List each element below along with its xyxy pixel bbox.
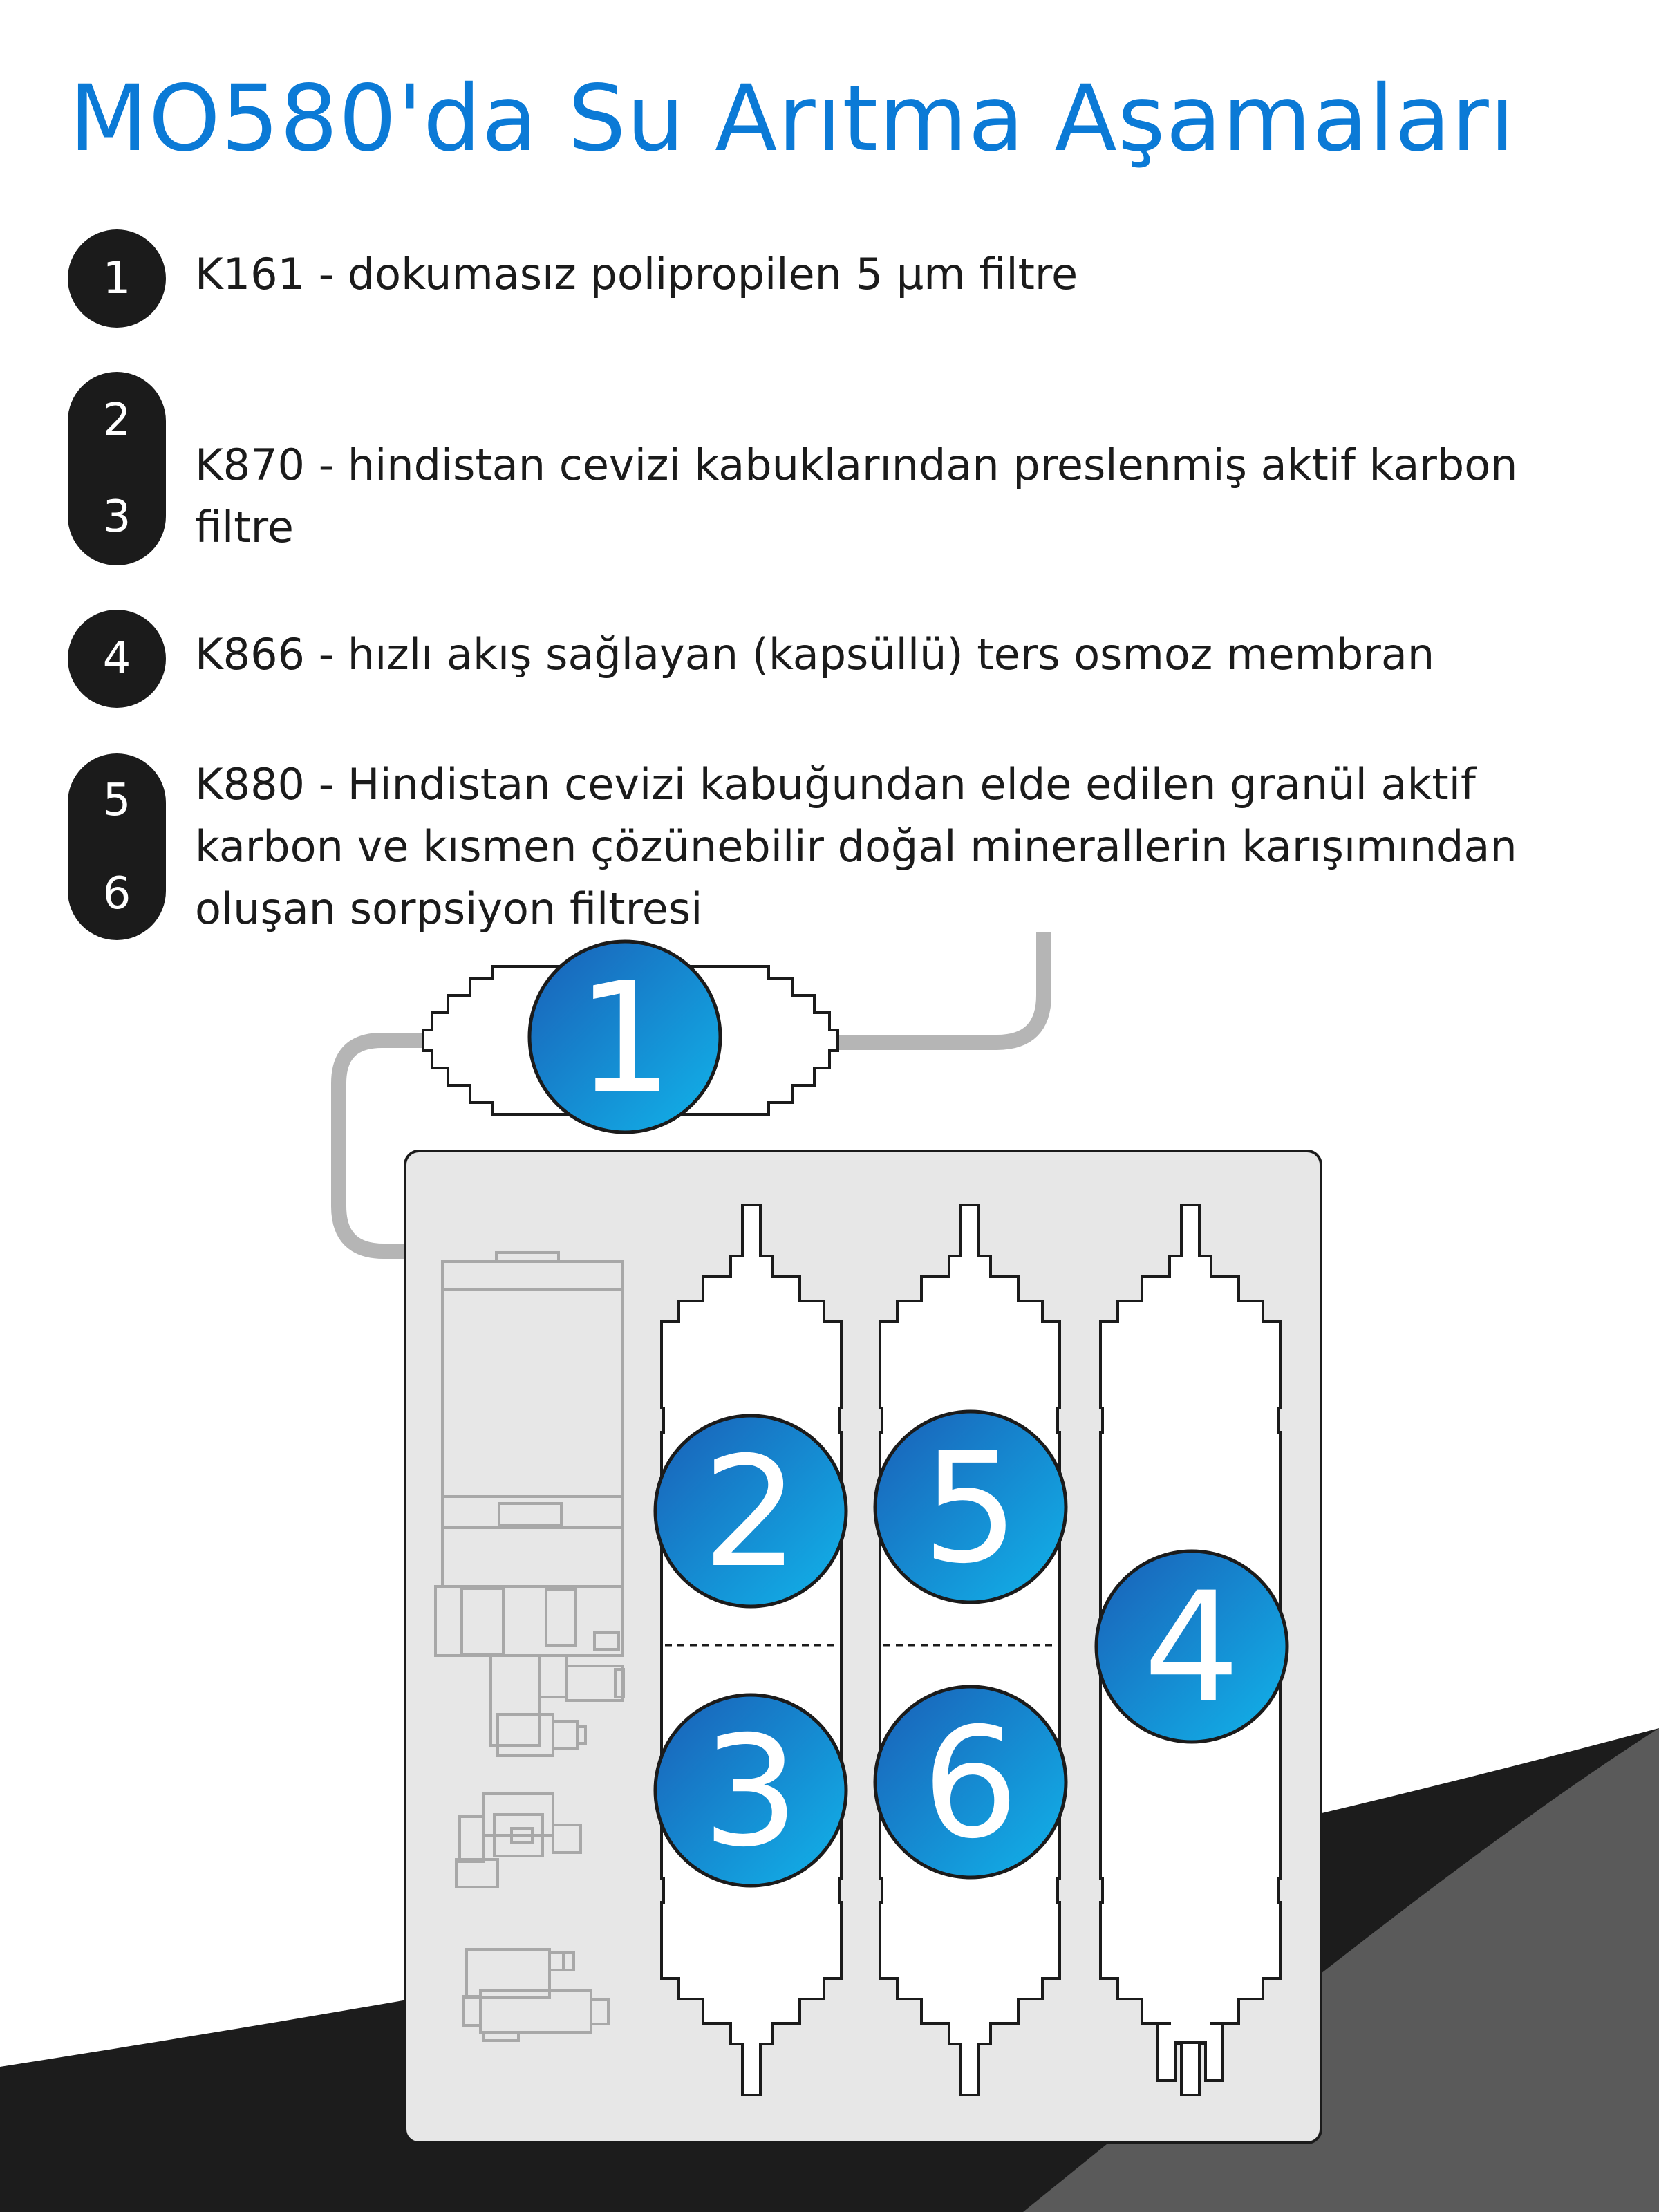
bubble-2-number: 2 xyxy=(702,1424,799,1601)
bubble-1 xyxy=(529,941,720,1132)
bubble-6 xyxy=(875,1687,1066,1877)
badge-number: 6 xyxy=(102,868,131,919)
badge-number: 1 xyxy=(102,253,131,304)
page-title: MO580'da Su Arıtma Aşamaları xyxy=(69,66,1516,172)
badge-number: 4 xyxy=(102,633,131,684)
stage-description-4: K866 - hızlı akış sağlayan (kapsüllü) ters osmoz membran xyxy=(195,629,1435,679)
bubble-1-number: 1 xyxy=(577,950,673,1127)
bubble-4 xyxy=(1096,1551,1287,1742)
bubble-4-number: 4 xyxy=(1143,1559,1240,1736)
badge-number: 5 xyxy=(102,774,131,826)
cartridge-5-6 xyxy=(880,1204,1060,2096)
bubble-5-number: 5 xyxy=(922,1420,1019,1597)
inlet-tube xyxy=(830,932,1044,1042)
bubble-6-number: 6 xyxy=(922,1695,1019,1872)
bubble-3-number: 3 xyxy=(702,1703,799,1880)
bubble-2 xyxy=(655,1416,846,1606)
stage-description-1: K161 - dokumasız polipropilen 5 µm filtre xyxy=(195,249,1078,299)
badge-number: 2 xyxy=(102,395,131,446)
stage-description-2-3: K870 - hindistan cevizi kabuklarından preslenmiş aktif karbon filtre xyxy=(195,440,1518,552)
bubble-5 xyxy=(875,1412,1066,1602)
bubble-3 xyxy=(655,1695,846,1886)
cartridge-2-3 xyxy=(662,1204,841,2096)
badge-number: 3 xyxy=(102,491,131,543)
stage-description-5-6: K880 - Hindistan cevizi kabuğundan elde edilen granül aktif karbon ve kısmen çözünebilir doğal minerallerin karışımından oluşan sorpsiyon filtresi xyxy=(195,759,1517,934)
